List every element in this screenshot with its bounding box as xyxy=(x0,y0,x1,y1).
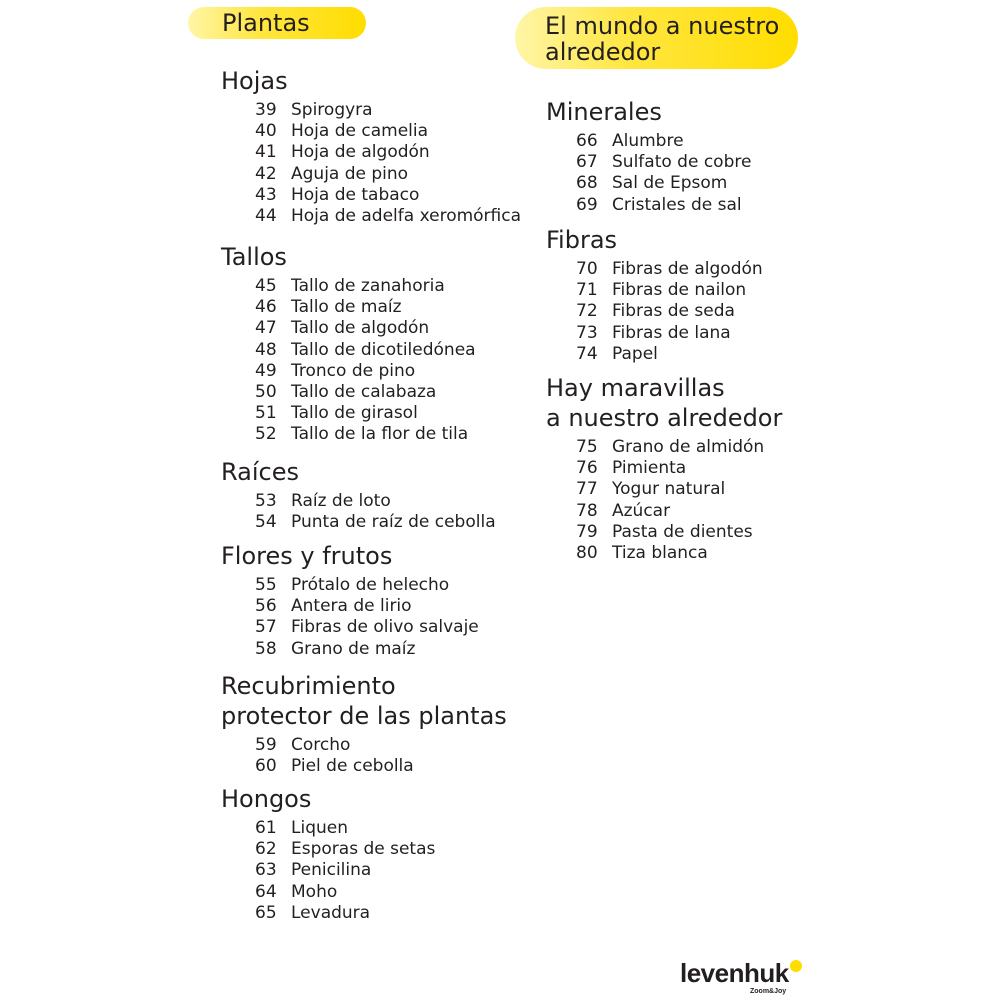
list-item xyxy=(576,195,751,216)
item-number: 79 xyxy=(576,521,598,542)
list-item xyxy=(255,185,521,206)
item-number: 63 xyxy=(255,860,277,881)
item-label: Cristales de sal xyxy=(612,194,742,215)
item-number: 67 xyxy=(576,152,598,173)
item-number: 76 xyxy=(576,458,598,479)
item-label: Tallo de girasol xyxy=(291,403,418,424)
item-number: 65 xyxy=(255,902,277,923)
list-item xyxy=(255,617,479,638)
list-item xyxy=(576,437,782,458)
item-number: 59 xyxy=(255,735,277,755)
item-number: 47 xyxy=(255,318,277,339)
list-item xyxy=(255,142,521,163)
item-label: Piel de cebolla xyxy=(291,756,414,777)
plantas-header-text: Plantas xyxy=(222,9,310,37)
item-number: 64 xyxy=(255,881,277,902)
list-item xyxy=(255,575,479,596)
list-item xyxy=(255,491,496,512)
item-number: 62 xyxy=(255,839,277,860)
item-label: Tallo de algodón xyxy=(291,318,430,339)
item-list xyxy=(255,100,521,227)
logo-dot-icon xyxy=(790,960,802,972)
item-number: 42 xyxy=(255,163,277,184)
item-list xyxy=(255,575,479,660)
item-number: 52 xyxy=(255,424,277,445)
list-item xyxy=(255,100,521,121)
list-item xyxy=(255,596,479,617)
item-label: Papel xyxy=(612,343,658,364)
item-label: Pasta de dientes xyxy=(612,521,753,542)
list-item xyxy=(255,860,435,881)
list-item xyxy=(576,152,751,173)
item-label: Tallo de la flor de tila xyxy=(291,424,469,445)
list-item xyxy=(255,839,435,860)
item-label: Tallo de zanahoria xyxy=(291,276,445,296)
list-item xyxy=(255,361,476,382)
item-number: 68 xyxy=(576,173,598,194)
list-item xyxy=(576,344,763,365)
list-item xyxy=(576,259,763,280)
list-item xyxy=(255,882,435,903)
item-list xyxy=(576,437,782,564)
item-number: 58 xyxy=(255,638,277,659)
section-raíces xyxy=(221,457,496,533)
list-item xyxy=(255,818,435,839)
item-number: 74 xyxy=(576,343,598,364)
list-item xyxy=(255,318,476,339)
list-item xyxy=(255,276,476,297)
list-item xyxy=(576,543,782,564)
item-label: Spirogyra xyxy=(291,100,373,120)
item-number: 60 xyxy=(255,756,277,777)
item-number: 51 xyxy=(255,403,277,424)
section-title: Fibras xyxy=(546,226,618,254)
section-fibras xyxy=(546,225,763,365)
list-item xyxy=(576,522,782,543)
section-title: Minerales xyxy=(546,98,662,126)
item-number: 77 xyxy=(576,479,598,500)
item-label: Corcho xyxy=(291,735,351,755)
section-title: Flores y frutos xyxy=(221,542,393,570)
section-minerales xyxy=(546,97,751,216)
section-tallos xyxy=(221,242,476,446)
list-item xyxy=(576,501,782,522)
section-flores-y-frutos xyxy=(221,541,479,660)
item-label: Fibras de lana xyxy=(612,322,731,343)
section-title: Hojas xyxy=(221,67,288,95)
item-label: Penicilina xyxy=(291,860,372,881)
item-label: Hoja de algodón xyxy=(291,142,430,163)
section-hongos xyxy=(221,784,435,924)
item-label: Prótalo de helecho xyxy=(291,575,450,595)
item-number: 54 xyxy=(255,512,277,533)
item-label: Fibras de olivo salvaje xyxy=(291,617,479,638)
logo-tagline: Zoom&Joy xyxy=(750,988,787,995)
item-number: 49 xyxy=(255,360,277,381)
item-label: Raíz de loto xyxy=(291,491,391,511)
item-label: Hoja de camelia xyxy=(291,121,429,142)
list-item xyxy=(255,403,476,424)
item-number: 70 xyxy=(576,259,598,279)
mundo-header-text: El mundo a nuestro alrededor xyxy=(545,12,780,66)
item-number: 66 xyxy=(576,131,598,151)
logo-wordmark: levenhuk xyxy=(680,958,789,988)
item-label: Tallo de dicotiledónea xyxy=(291,339,476,360)
item-label: Punta de raíz de cebolla xyxy=(291,512,496,533)
list-item xyxy=(576,173,751,194)
mundo-header xyxy=(515,7,798,69)
list-item xyxy=(576,131,751,152)
list-item xyxy=(576,301,763,322)
list-item xyxy=(576,323,763,344)
list-item xyxy=(255,206,521,227)
item-number: 43 xyxy=(255,184,277,205)
list-item xyxy=(576,458,782,479)
item-number: 50 xyxy=(255,382,277,403)
item-number: 46 xyxy=(255,297,277,318)
plantas-header xyxy=(188,7,366,39)
item-list xyxy=(255,818,435,924)
item-number: 44 xyxy=(255,206,277,227)
section-title: Hongos xyxy=(221,785,312,813)
item-label: Levadura xyxy=(291,902,371,923)
item-label: Fibras de algodón xyxy=(612,259,763,279)
section-hay-maravillas xyxy=(546,373,782,564)
item-label: Sulfato de cobre xyxy=(612,152,752,173)
list-item xyxy=(255,164,521,185)
item-label: Pimienta xyxy=(612,458,687,479)
item-number: 72 xyxy=(576,301,598,322)
item-number: 75 xyxy=(576,437,598,457)
list-item xyxy=(576,280,763,301)
list-item xyxy=(255,735,507,756)
item-label: Tallo de maíz xyxy=(291,297,402,318)
list-item xyxy=(255,639,479,660)
item-label: Antera de lirio xyxy=(291,596,412,617)
item-number: 48 xyxy=(255,339,277,360)
item-number: 55 xyxy=(255,575,277,595)
list-item xyxy=(255,424,476,445)
item-label: Liquen xyxy=(291,818,348,838)
section-title: Recubrimiento protector de las plantas xyxy=(221,672,507,730)
item-label: Tronco de pino xyxy=(291,360,416,381)
list-item xyxy=(255,121,521,142)
item-label: Grano de almidón xyxy=(612,437,765,457)
item-number: 39 xyxy=(255,100,277,120)
item-label: Moho xyxy=(291,881,338,902)
item-label: Fibras de seda xyxy=(612,301,735,322)
item-label: Hoja de adelfa xeromórfica xyxy=(291,206,522,227)
list-item xyxy=(255,903,435,924)
item-list xyxy=(255,276,476,446)
section-title: Raíces xyxy=(221,458,299,486)
item-list xyxy=(255,735,507,777)
list-item xyxy=(255,382,476,403)
item-number: 40 xyxy=(255,121,277,142)
item-number: 41 xyxy=(255,142,277,163)
section-title: Tallos xyxy=(221,243,287,271)
levenhuk-logo xyxy=(680,958,805,998)
section-recubrimiento xyxy=(221,671,507,777)
list-item xyxy=(255,297,476,318)
item-number: 73 xyxy=(576,322,598,343)
item-label: Esporas de setas xyxy=(291,839,436,860)
list-item xyxy=(576,479,782,500)
item-number: 53 xyxy=(255,491,277,511)
item-number: 61 xyxy=(255,818,277,838)
item-label: Grano de maíz xyxy=(291,638,416,659)
item-label: Hoja de tabaco xyxy=(291,184,420,205)
list-item xyxy=(255,340,476,361)
item-label: Tallo de calabaza xyxy=(291,382,437,403)
item-number: 71 xyxy=(576,280,598,301)
item-label: Sal de Epsom xyxy=(612,173,728,194)
list-item xyxy=(255,512,496,533)
item-list xyxy=(255,491,496,533)
section-title: Hay maravillas a nuestro alrededor xyxy=(546,374,783,432)
item-number: 69 xyxy=(576,194,598,215)
item-label: Alumbre xyxy=(612,131,684,151)
item-list xyxy=(576,259,763,365)
item-label: Aguja de pino xyxy=(291,163,409,184)
item-label: Yogur natural xyxy=(612,479,726,500)
item-number: 80 xyxy=(576,543,598,564)
item-label: Azúcar xyxy=(612,500,671,521)
item-number: 78 xyxy=(576,500,598,521)
item-number: 56 xyxy=(255,596,277,617)
list-item xyxy=(255,756,507,777)
item-label: Tiza blanca xyxy=(612,543,708,564)
item-number: 57 xyxy=(255,617,277,638)
section-hojas xyxy=(221,66,521,227)
item-list xyxy=(576,131,751,216)
item-number: 45 xyxy=(255,276,277,296)
item-label: Fibras de nailon xyxy=(612,280,747,301)
